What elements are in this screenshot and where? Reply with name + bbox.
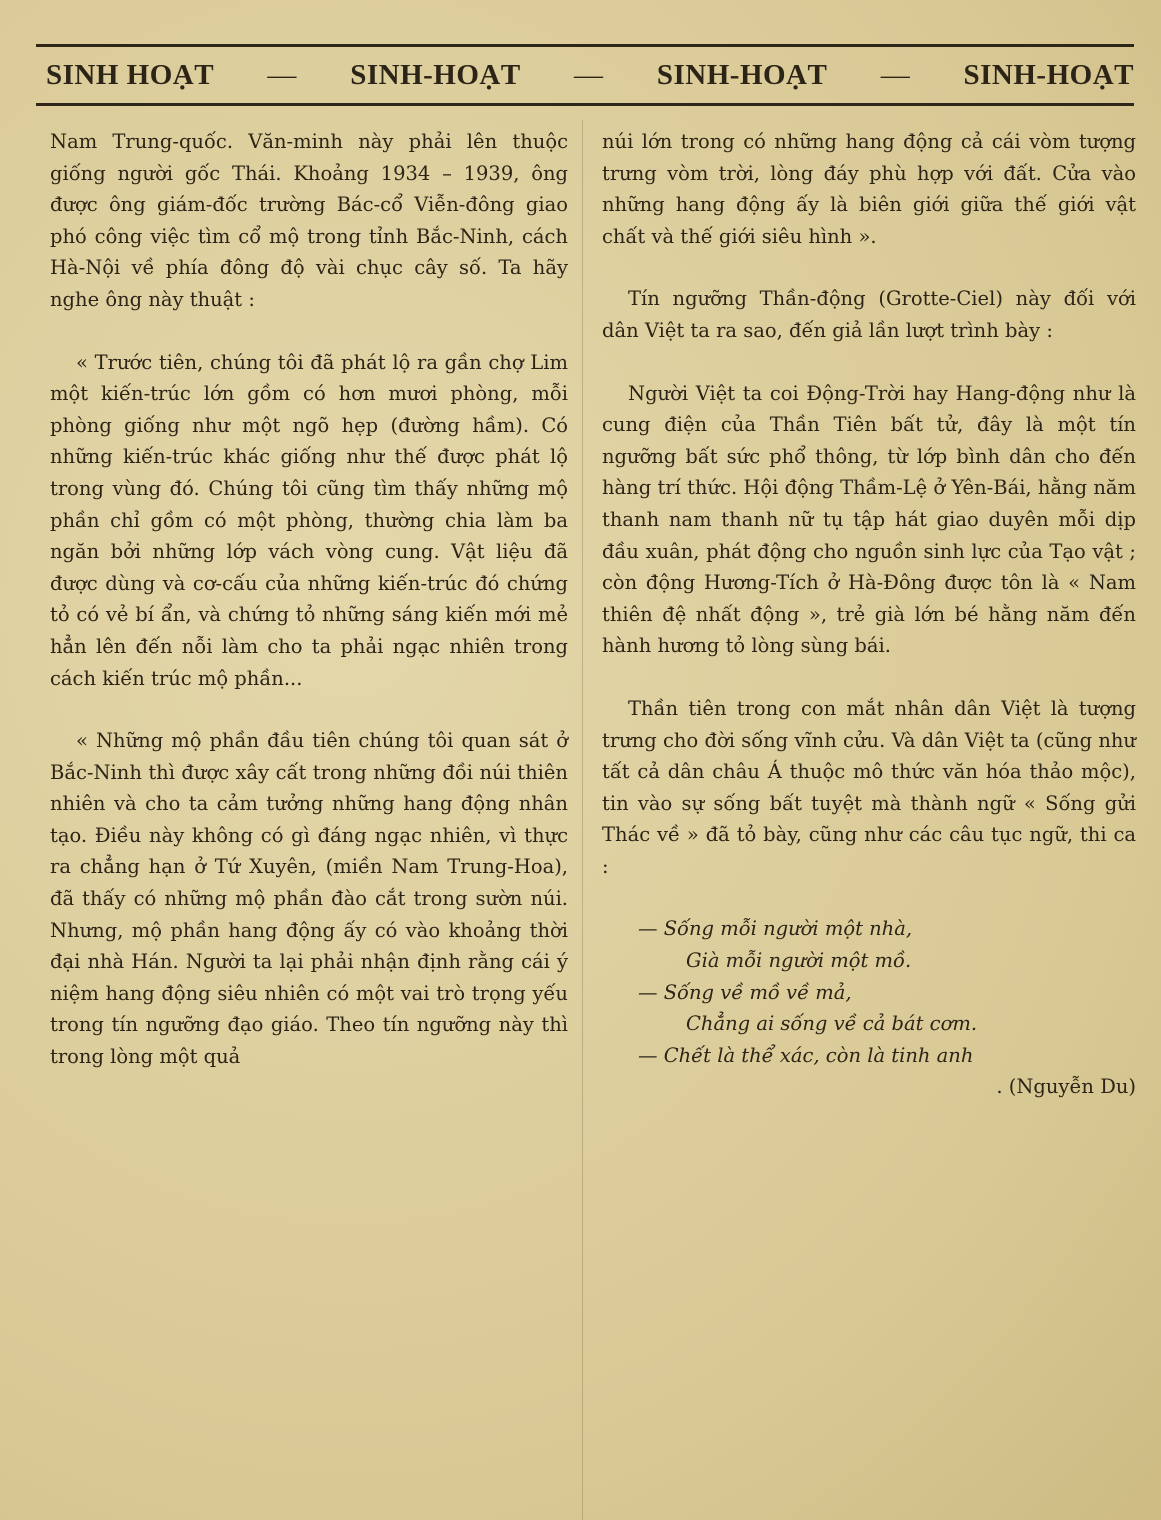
header-rule-top — [36, 44, 1134, 47]
verse-line-2: Già mỗi người một mồ. — [686, 949, 912, 973]
header-separator-3: — — [880, 58, 911, 91]
verse-block — [602, 913, 1136, 1103]
right-column — [602, 126, 1136, 1103]
header-title-row — [46, 52, 1134, 98]
verse-attribution: . (Nguyễn Du) — [996, 1075, 1136, 1099]
right-paragraph-2: Tín ngưỡng Thần-động (Grotte-Ciel) này đối với dân Việt ta ra sao, đến giả lần lượt trình bày : — [602, 287, 1136, 342]
verse-line-1: — Sống mỗi người một nhà, — [638, 917, 913, 941]
column-gutter — [582, 120, 583, 1520]
verse-line-4: Chẳng ai sống về cả bát cơm. — [686, 1012, 978, 1036]
right-paragraph-1: núi lớn trong có những hang động cả cái vòm tượng trưng vòm trời, lòng đáy phù hợp với đất. Cửa vào những hang động ấy là biên giới giữa thế giới vật chất và thế giới siêu hình ». — [602, 130, 1136, 248]
right-paragraph-4: Thần tiên trong con mắt nhân dân Việt là tượng trưng cho đời sống vĩnh cửu. Và dân Việt ta (cũng như tất cả dân châu Á thuộc mô thức văn hóa thảo mộc), tin vào sự sống bất tuyệt mà thành ngữ « Sống gửi Thác về » đã tỏ bày, cũng như các câu tục ngữ, thi ca : — [602, 696, 1136, 878]
left-paragraph-1: Nam Trung-quốc. Văn-minh này phải lên thuộc giống người gốc Thái. Khoảng 1934 – 1939, ông được ông giám-đốc trường Bác-cổ Viễn-đông giao phó công việc tìm cổ mộ trong tỉnh Bắc-Ninh, cách Hà-Nội về phía đông độ vài chục cây số. Ta hãy nghe ông này thuật : — [50, 130, 568, 311]
left-column — [50, 126, 568, 1104]
header-separator-2: — — [574, 58, 604, 91]
header-item-3: SINH-HOẠT — [656, 58, 828, 91]
running-header — [36, 44, 1134, 106]
header-separator-1: — — [267, 58, 297, 91]
header-item-1: SINH HOẠT — [46, 58, 215, 91]
verse-line-5: — Chết là thể xác, còn là tinh anh — [638, 1043, 974, 1067]
right-paragraph-3: Người Việt ta coi Động-Trời hay Hang-động như là cung điện của Thần Tiên bất tử, đây là một tín ngưỡng bất sức phổ thông, từ lớp bình dân cho đến hàng trí thức. Hội động Thầm-Lệ ở Yên-Bái, hằng năm thanh nam thanh nữ tụ tập hát giao duyên mỗi dịp đầu xuân, phát động cho nguồn sinh lực của Tạo vật ; còn động Hương-Tích ở Hà-Đông được tôn là « Nam thiên đệ nhất động », trẻ già lớn bé hằng năm đến hành hương tỏ lòng sùng bái. — [602, 381, 1136, 658]
left-paragraph-2: « Trước tiên, chúng tôi đã phát lộ ra gần chợ Lim một kiến-trúc lớn gồm có hơn mươi phòng, mỗi phòng giống như một ngõ hẹp (đường hầm). Có những kiến-trúc khác giống như thế được phát lộ trong vùng đó. Chúng tôi cũng tìm thấy những mộ phần chỉ gồm có một phòng, thường chia làm ba ngăn bởi những lớp vách vòng cung. Vật liệu đã được dùng và cơ-cấu của những kiến-trúc đó chứng tỏ có vẻ bí ẩn, và chứng tỏ những sáng kiến mới mẻ hẳn lên đến nỗi làm cho ta phải ngạc nhiên trong cách kiến trúc mộ phần... — [50, 350, 568, 690]
left-paragraph-3: « Những mộ phần đầu tiên chúng tôi quan sát ở Bắc-Ninh thì được xây cất trong những đồi núi thiên nhiên và cho ta cảm tưởng những hang động nhân tạo. Điều này không có gì đáng ngạc nhiên, vì thực ra chẳng hạn ở Tứ Xuyên, (miền Nam Trung-Hoa), đã thấy có những mộ phần đào cắt trong sườn núi. Nhưng, mộ phần hang động ấy có vào khoảng thời đại nhà Hán. Người ta lại phải nhận định rằng cái ý niệm hang động siêu nhiên có một vai trò trọng yếu trong tín ngưỡng đạo giáo. Theo tín ngưỡng này thì trong lòng một quả — [50, 729, 568, 1069]
header-item-4: SINH-HOẠT — [963, 58, 1134, 91]
header-rule-bottom — [36, 103, 1134, 106]
verse-line-3: — Sống về mồ về mả, — [638, 980, 852, 1004]
header-item-2: SINH-HOẠT — [350, 58, 521, 91]
